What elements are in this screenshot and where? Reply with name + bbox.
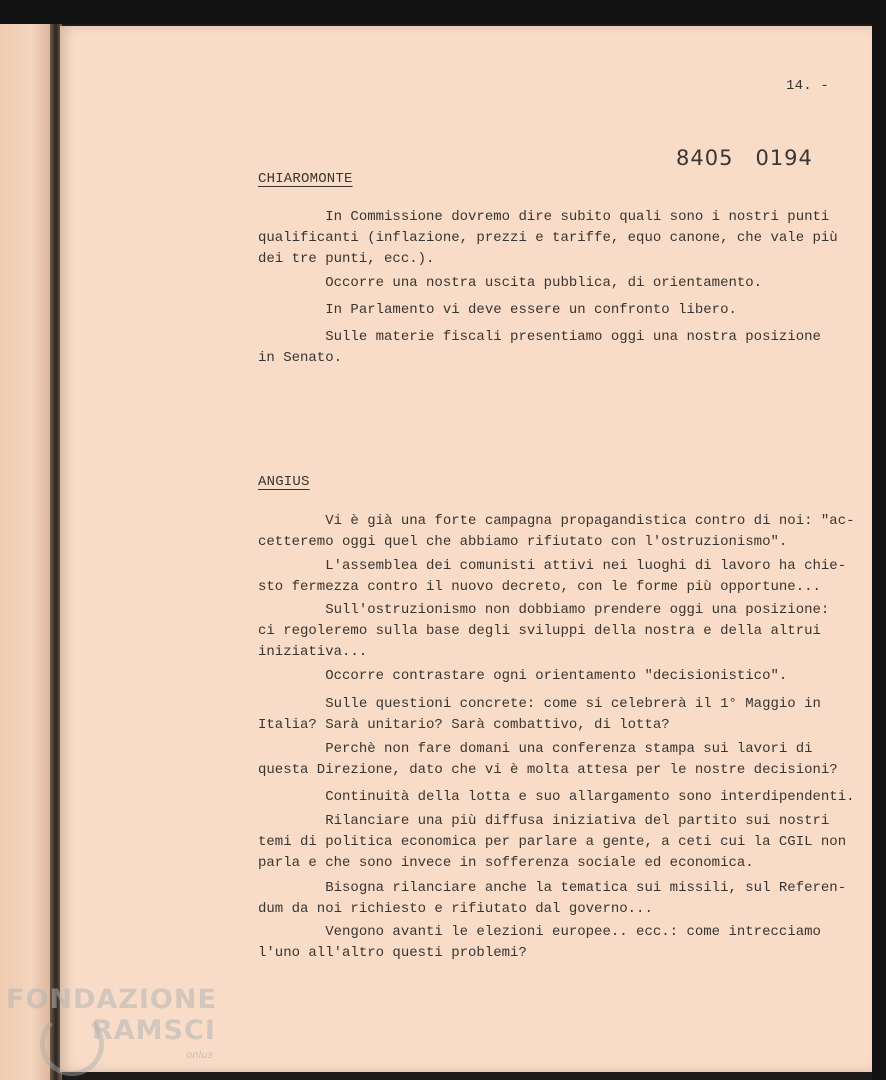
heading-chiaromonte: CHIAROMONTE bbox=[258, 171, 353, 187]
paragraph: Rilanciare una più diffusa iniziativa del partito sui nostri temi di politica economica per parlare a gente, a ceti cui la CGIL parla e che sono invece in sofferenza sociale ed economica. bbox=[258, 813, 830, 871]
heading-angius: ANGIUS bbox=[258, 474, 310, 490]
paragraph: In Parlamento vi deve essere un confronto libero. bbox=[258, 302, 737, 318]
paragraph: Sulle questioni concrete: come si celebrerà il 1° Maggio in Italia? Sarà unitario? Sarà combattivo, di lotta? bbox=[258, 696, 821, 733]
watermark-circle-g bbox=[40, 1012, 104, 1076]
top-background bbox=[0, 0, 886, 24]
paragraph: Sulle materie fiscali presentiamo oggi una nostra posizione in Senato. bbox=[258, 329, 821, 366]
page-number: 14. - bbox=[786, 78, 830, 94]
left-page-edge bbox=[0, 24, 52, 1080]
paragraph: L'assemblea dei comunisti attivi nei luoghi di lavoro ha sto fermezza contro il nuovo decreto, con le forme più opportune... bbox=[258, 558, 821, 595]
archive-stamp bbox=[676, 146, 813, 170]
paragraph: Occorre una nostra uscita pubblica, di orientamento. bbox=[258, 275, 763, 291]
stamp-left: 8405 bbox=[676, 146, 734, 170]
paragraph: Vengono avanti le elezioni europee.. ecc.: come intrecciamo l'uno all'altro questi problemi? bbox=[258, 924, 821, 961]
paragraph: Continuità della lotta e suo allargamento sono interdipendenti. bbox=[258, 789, 855, 805]
paragraph: Bisogna rilanciare anche la tematica sui missili, sul Referen- dum da noi richiesto e rifiutato dal governo... bbox=[258, 880, 847, 917]
watermark-line1: FONDAZIONE bbox=[6, 984, 217, 1015]
stamp-right: 0194 bbox=[755, 146, 813, 170]
watermark-line2: RAMSCI bbox=[92, 1015, 216, 1046]
paragraph: Vi è già una forte campagna propagandistica contro di noi: cetteremo oggi quel che abbiamo rifiutato con l'ostruzionismo". bbox=[258, 513, 813, 550]
watermark-suffix: onlus bbox=[186, 1050, 213, 1061]
right-background bbox=[872, 24, 886, 1080]
paragraph: Sull'ostruzionismo non dobbiamo prendere oggi una posizione: ci regoleremo sulla base degli sviluppi della nostra e della altrui iniziativa... bbox=[258, 602, 830, 660]
paragraph: In Commissione dovremo dire subito quali sono i nostri punti qualificanti (inflazione, prezzi e tariffe, equo canone, che vale dei tre punti, ecc.). bbox=[258, 209, 830, 267]
paragraph: Occorre contrastare ogni orientamento "decisionistico". bbox=[258, 668, 788, 684]
paragraph: Perchè non fare domani una conferenza stampa sui lavori di questa Direzione, dato che vi è molta attesa per le nostre decisioni? bbox=[258, 741, 838, 778]
fondazione-gramsci-watermark bbox=[6, 984, 236, 1074]
